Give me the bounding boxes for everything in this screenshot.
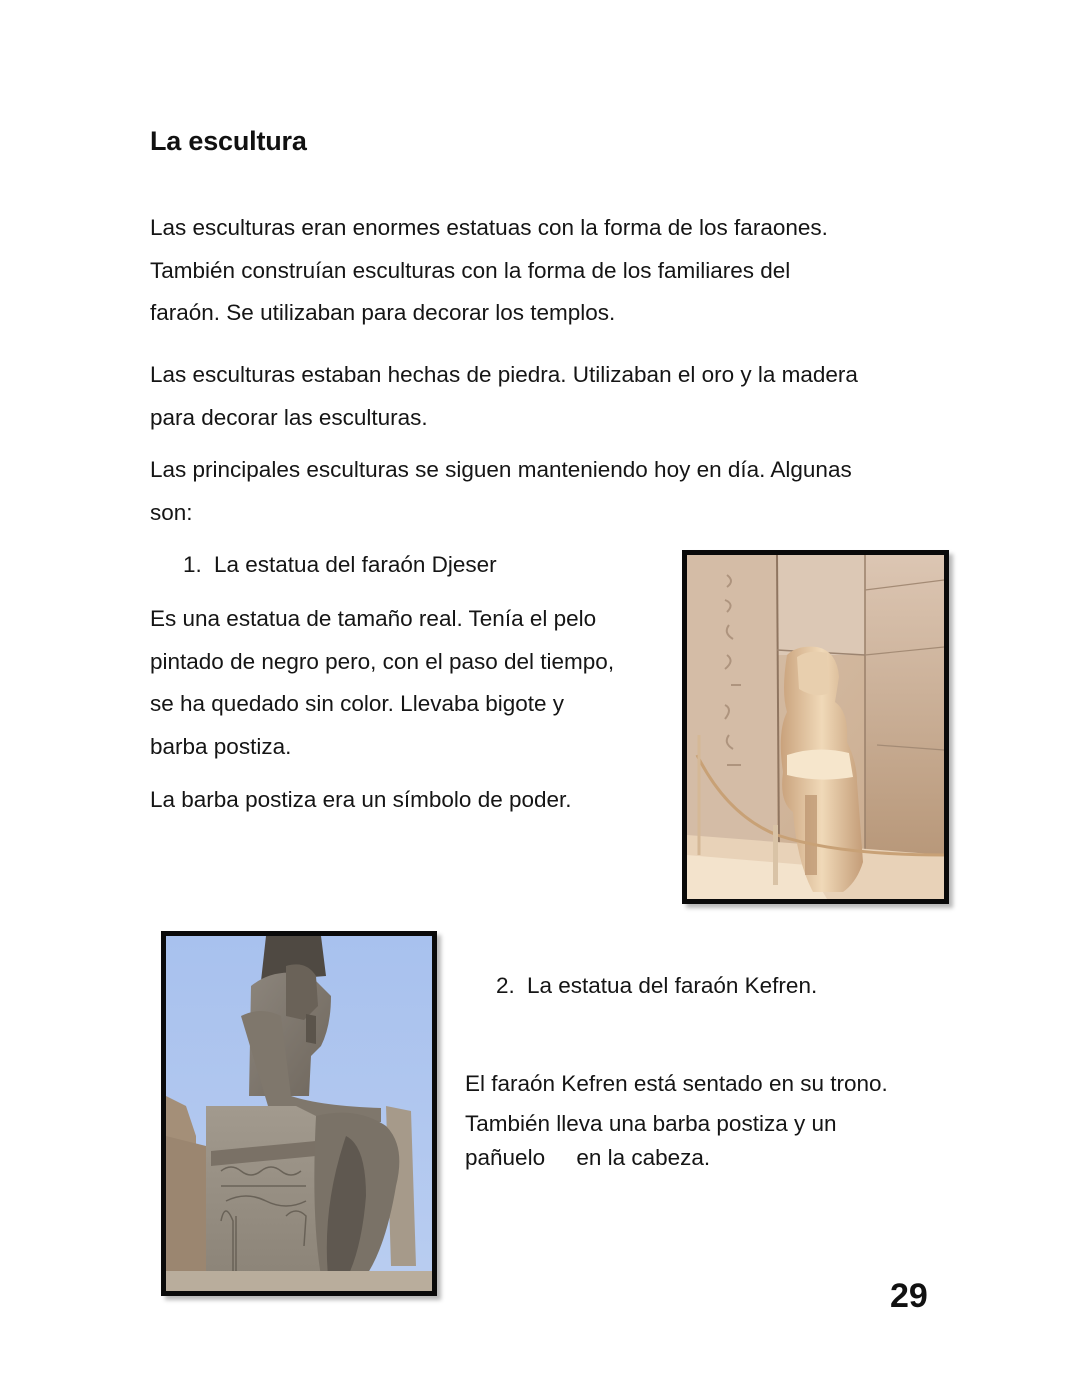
text-line: se ha quedado sin color. Llevaba bigote y xyxy=(150,691,565,716)
djeser-description xyxy=(150,598,614,768)
text-line: Las principales esculturas se siguen manteniendo hoy en día. Algunas xyxy=(150,457,852,482)
list-number: 1. xyxy=(183,552,202,577)
text-line: La barba postiza era un símbolo de poder. xyxy=(150,787,572,812)
kefren-note xyxy=(465,1107,836,1175)
text-line: Las esculturas eran enormes estatuas con la forma de los faraones. xyxy=(150,215,828,240)
intro-paragraph xyxy=(150,207,828,335)
materials-paragraph xyxy=(150,354,858,439)
text-line: Es una estatua de tamaño real. Tenía el pelo xyxy=(150,606,597,631)
text-line: son: xyxy=(150,499,193,525)
page-number: 29 xyxy=(890,1277,928,1315)
list-item-kefren xyxy=(496,973,817,999)
text-line: para decorar las esculturas. xyxy=(150,404,428,430)
kefren-statue-image xyxy=(166,936,432,1291)
list-label: La estatua del faraón Kefren. xyxy=(527,973,818,998)
list-item-djeser xyxy=(183,552,497,578)
text-line: El faraón Kefren está sentado en su trono. xyxy=(465,1071,888,1096)
page-title: La escultura xyxy=(150,126,307,156)
text-line: pañuelo en la cabeza. xyxy=(465,1145,711,1170)
text-line: También lleva una barba postiza y un xyxy=(465,1111,837,1136)
kefren-statue-photo xyxy=(161,931,437,1296)
text-line: Las esculturas estaban hechas de piedra. Utilizaban el oro y la madera xyxy=(150,362,858,387)
main-sculptures-paragraph xyxy=(150,449,852,534)
list-number: 2. xyxy=(496,973,515,998)
text-line: faraón. Se utilizaban para decorar los templos. xyxy=(150,300,616,325)
djeser-statue-image xyxy=(687,555,944,899)
djeser-note xyxy=(150,779,572,822)
text-line: También construían esculturas con la forma de los familiares del xyxy=(150,257,791,283)
kefren-description xyxy=(465,1063,888,1106)
text-line: barba postiza. xyxy=(150,733,292,759)
list-label: La estatua del faraón Djeser xyxy=(214,552,497,577)
djeser-statue-photo xyxy=(682,550,949,904)
text-line: pintado de negro pero, con el paso del tiempo, xyxy=(150,648,615,674)
